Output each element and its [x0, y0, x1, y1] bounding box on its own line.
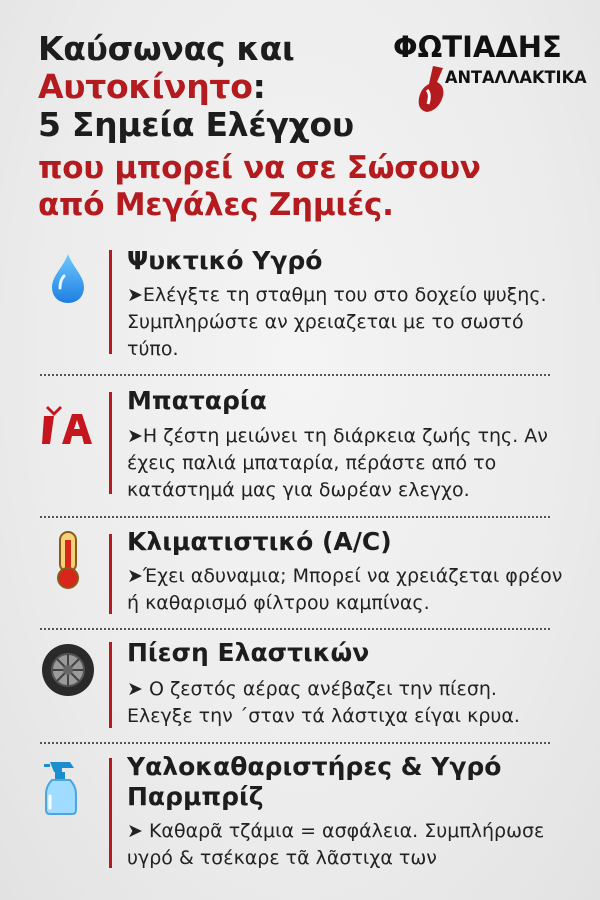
- divider: [40, 374, 550, 376]
- ac-body: ➤Έχει αδυναμια; Μπορεί να χρειάζεται φρέον ή καθαρισμό φίλτρου καμπίνας.: [127, 565, 563, 614]
- section-bar: [109, 534, 112, 614]
- wipers-body: ➤ Καθαρᾶ τζάμια = ασφάλεια. Συμπλήρωσε υγρό & τσέκαρε τᾶ λᾶστιχα των: [127, 820, 545, 869]
- battery-logo-icon: [40, 396, 96, 452]
- title-car-word: Αυτοκίνητο: [38, 67, 253, 106]
- logo-mark-icon: [415, 64, 449, 114]
- divider: [40, 628, 550, 630]
- divider: [40, 742, 550, 744]
- water-drop-icon: [40, 250, 96, 306]
- coolant-body: ➤Ελέγξτε τη σταθμη του στο δοχείο ψυξης. Συμπληρώστε αν χρειαζεται με το σωστό τύπο.: [127, 284, 547, 360]
- title-line-3: 5 Σημεία Ελέγχου: [38, 105, 354, 144]
- thermometer-icon: [40, 530, 96, 586]
- brand-logo: [393, 30, 587, 120]
- tire-pressure-body: ➤ Ο ζεστός αέρας ανέβαζει την πίεση. Ελεγξε την ΄σταν τά λάστιχα είγαι κρυα.: [127, 678, 520, 727]
- coolant-title: Ψυκτικό Υγρό: [127, 246, 323, 275]
- battery-title: Μπαταρία: [127, 386, 267, 415]
- subtitle-line-1: που μπορεί να σε Σώσουν: [38, 150, 481, 186]
- tire-pressure-title: Πίεση Ελαστικών: [127, 638, 370, 667]
- title-line-1: Καύσωνας και: [38, 29, 295, 68]
- title-colon: :: [252, 67, 266, 106]
- divider: [40, 516, 550, 518]
- spray-bottle-icon: [40, 756, 96, 816]
- ac-title: Κλιματιστικό (A/C): [127, 527, 392, 556]
- wipers-title: Υαλοκαθαριστήρες & Υγρό Παρμπρίζ: [127, 752, 502, 811]
- section-bar: [109, 250, 112, 354]
- section-bar: [109, 392, 112, 494]
- section-bar: [109, 642, 112, 728]
- section-bar: [109, 758, 112, 868]
- battery-body: ➤Η ζέστη μειώνει τη διάρκεια ζωής της. Αν έχεις παλιά μπαταρία, πέράστε από το κατάστημά μας για δωρέαν ελεγχο.: [127, 425, 548, 501]
- tire-icon: [40, 642, 96, 698]
- subtitle-line-2: από Μεγάλες Ζημιές.: [38, 187, 394, 223]
- logo-bottom-text: ΑΝΤΑΛΛΑΚΤΙΚΑ: [445, 68, 587, 88]
- logo-top-text: ΦΩΤΙΑΔΗΣ: [393, 30, 562, 64]
